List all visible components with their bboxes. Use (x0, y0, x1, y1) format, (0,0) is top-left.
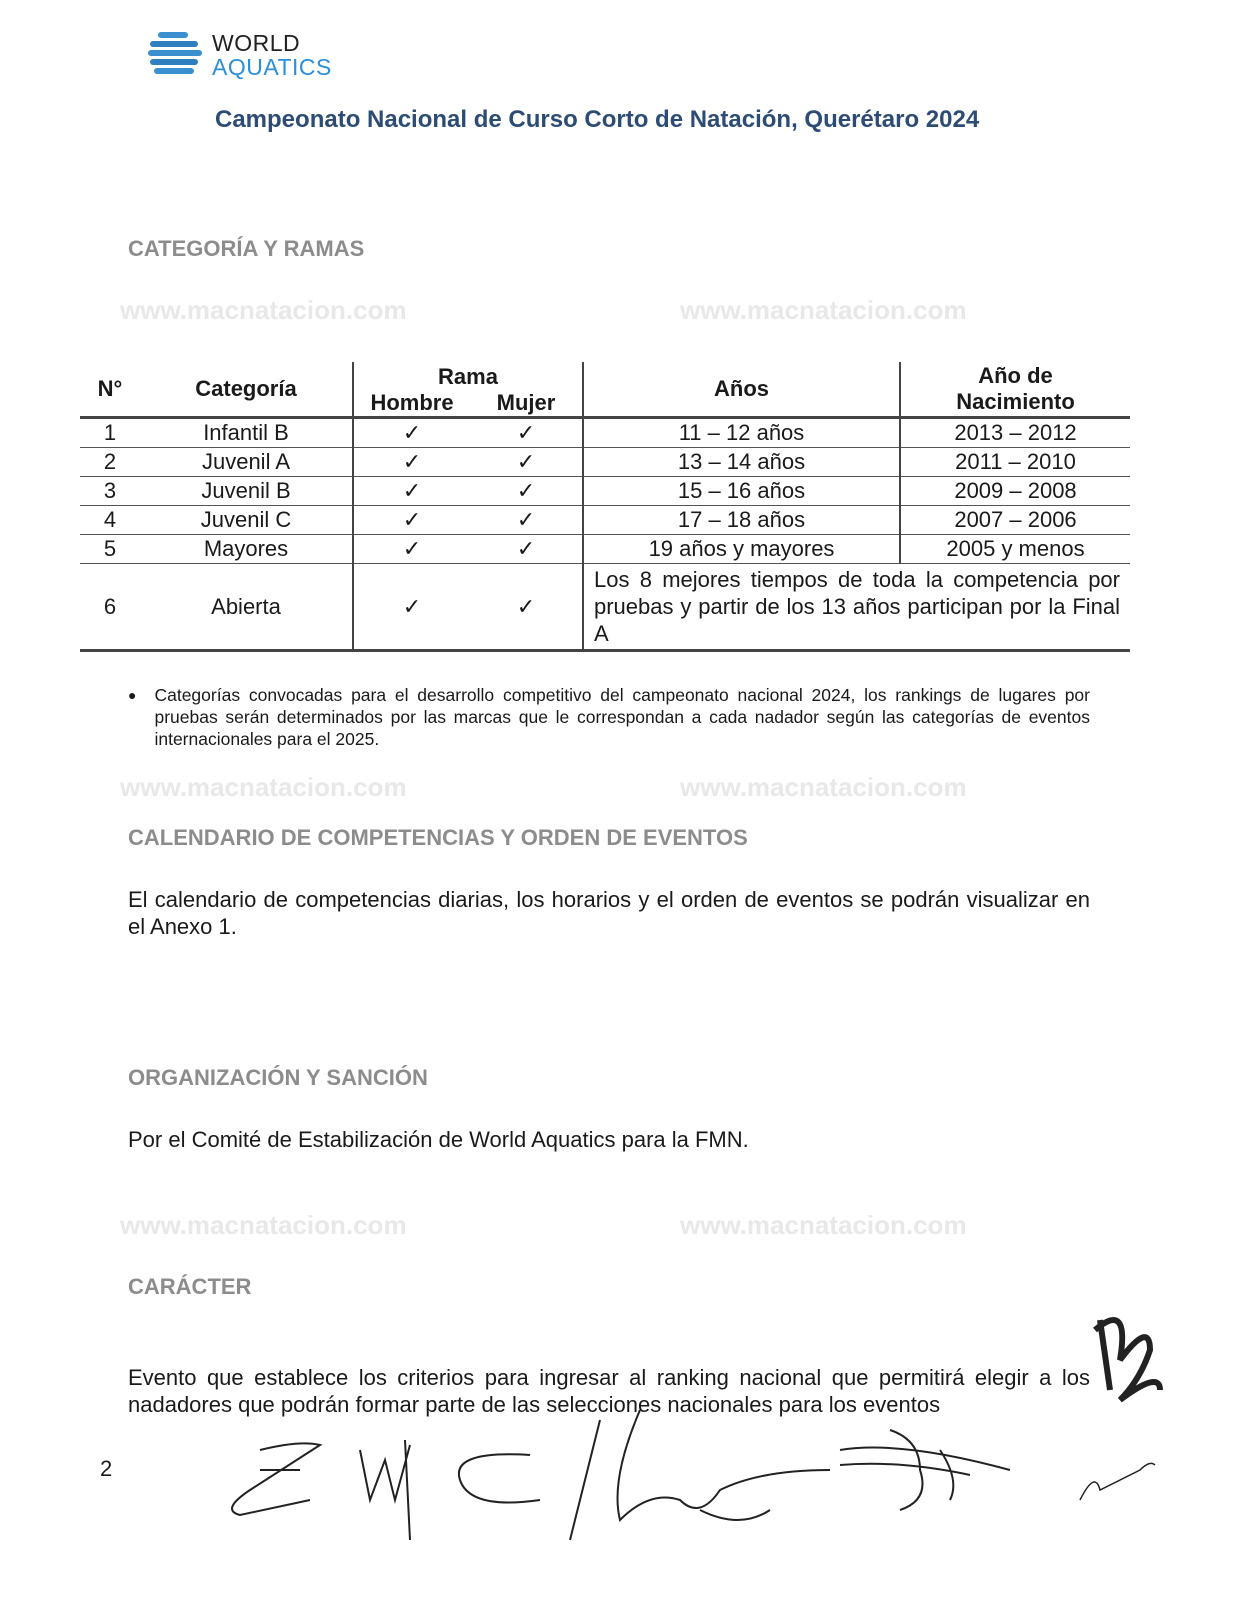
header-nacimiento-line1: Año de (978, 363, 1053, 388)
section-heading-categorias: CATEGORÍA Y RAMAS (128, 236, 365, 261)
signature-4 (570, 1410, 830, 1540)
calendario-text: El calendario de competencias diarias, los horarios y el orden de eventos se podrán visualizar en el Anexo 1. (128, 887, 1090, 939)
note-text: Categorías convocadas para el desarrollo competitivo del campeonato nacional 2024, los rankings de lugares por pruebas serán determinados por las marcas que le correspondan a cada nadador según las categorías de eventos internacionales para el 2025. (154, 685, 1090, 749)
cell-nacimiento: 2009 – 2008 (900, 477, 1130, 506)
cell-categoria: Juvenil C (140, 506, 353, 535)
header-mujer: Mujer (470, 390, 583, 418)
check-icon: ✓ (470, 448, 583, 477)
watermark: www.macnatacion.com (120, 772, 407, 802)
watermark: www.macnatacion.com (680, 295, 967, 325)
cell-nacimiento: 2011 – 2010 (900, 448, 1130, 477)
signature-1 (232, 1443, 320, 1515)
cell-num: 1 (80, 418, 140, 448)
signature-3 (459, 1454, 540, 1502)
watermark: www.macnatacion.com (680, 1210, 967, 1240)
cell-categoria: Juvenil B (140, 477, 353, 506)
section-heading-calendario: CALENDARIO DE COMPETENCIAS Y ORDEN DE EVENTOS (128, 825, 748, 850)
check-icon: ✓ (353, 564, 470, 651)
header-rama: Rama (353, 362, 583, 390)
watermark: www.macnatacion.com (120, 295, 407, 325)
header-categoria: Categoría (140, 362, 353, 418)
page-number: 2 (100, 1456, 113, 1481)
check-icon: ✓ (353, 506, 470, 535)
cell-num: 6 (80, 564, 140, 651)
logo-text-aquatics: AQUATICS (212, 54, 332, 80)
cell-num: 2 (80, 448, 140, 477)
initials-signature (1095, 1320, 1160, 1400)
check-icon: ✓ (353, 535, 470, 564)
section-heading-caracter: CARÁCTER (128, 1274, 252, 1299)
caracter-text: Evento que establece los criterios para ingresar al ranking nacional que permitirá elegir a los nadadores que podrán formar parte de las selecciones nacionales para los eventos (128, 1365, 1090, 1417)
logo-text-world: WORLD (212, 30, 301, 56)
signature-5 (840, 1430, 1010, 1510)
check-icon: ✓ (353, 448, 470, 477)
check-icon: ✓ (353, 477, 470, 506)
cell-anos: 11 – 12 años (583, 418, 900, 448)
check-icon: ✓ (470, 506, 583, 535)
header-num: N° (80, 362, 140, 418)
check-icon: ✓ (470, 535, 583, 564)
check-icon: ✓ (470, 418, 583, 448)
cell-categoria: Infantil B (140, 418, 353, 448)
signature-2 (360, 1440, 410, 1540)
cell-anos: 15 – 16 años (583, 477, 900, 506)
cell-nacimiento: 2013 – 2012 (900, 418, 1130, 448)
signature-6 (1080, 1463, 1155, 1500)
cell-categoria: Abierta (140, 564, 353, 651)
header-anos: Años (583, 362, 900, 418)
cell-anos: 13 – 14 años (583, 448, 900, 477)
cell-nacimiento: 2005 y menos (900, 535, 1130, 564)
check-icon: ✓ (470, 564, 583, 651)
cell-categoria: Juvenil A (140, 448, 353, 477)
cell-num: 4 (80, 506, 140, 535)
cell-num: 3 (80, 477, 140, 506)
bullet-icon: ● (128, 687, 137, 703)
check-icon: ✓ (353, 418, 470, 448)
organizacion-text: Por el Comité de Estabilización de World Aquatics para la FMN. (128, 1127, 749, 1152)
watermark: www.macnatacion.com (120, 1210, 407, 1240)
cell-anos: 17 – 18 años (583, 506, 900, 535)
cell-descripcion: Los 8 mejores tiempos de toda la competencia por pruebas y partir de los 13 años participan por la Final A (583, 564, 1130, 651)
cell-categoria: Mayores (140, 535, 353, 564)
cell-nacimiento: 2007 – 2006 (900, 506, 1130, 535)
header-hombre: Hombre (353, 390, 470, 418)
section-heading-organizacion: ORGANIZACIÓN Y SANCIÓN (128, 1065, 428, 1090)
document-title: Campeonato Nacional de Curso Corto de Natación, Querétaro 2024 (215, 106, 980, 133)
cell-anos: 19 años y mayores (583, 535, 900, 564)
check-icon: ✓ (470, 477, 583, 506)
cell-num: 5 (80, 535, 140, 564)
watermark: www.macnatacion.com (680, 772, 967, 802)
header-nacimiento-line2: Nacimiento (956, 389, 1075, 414)
